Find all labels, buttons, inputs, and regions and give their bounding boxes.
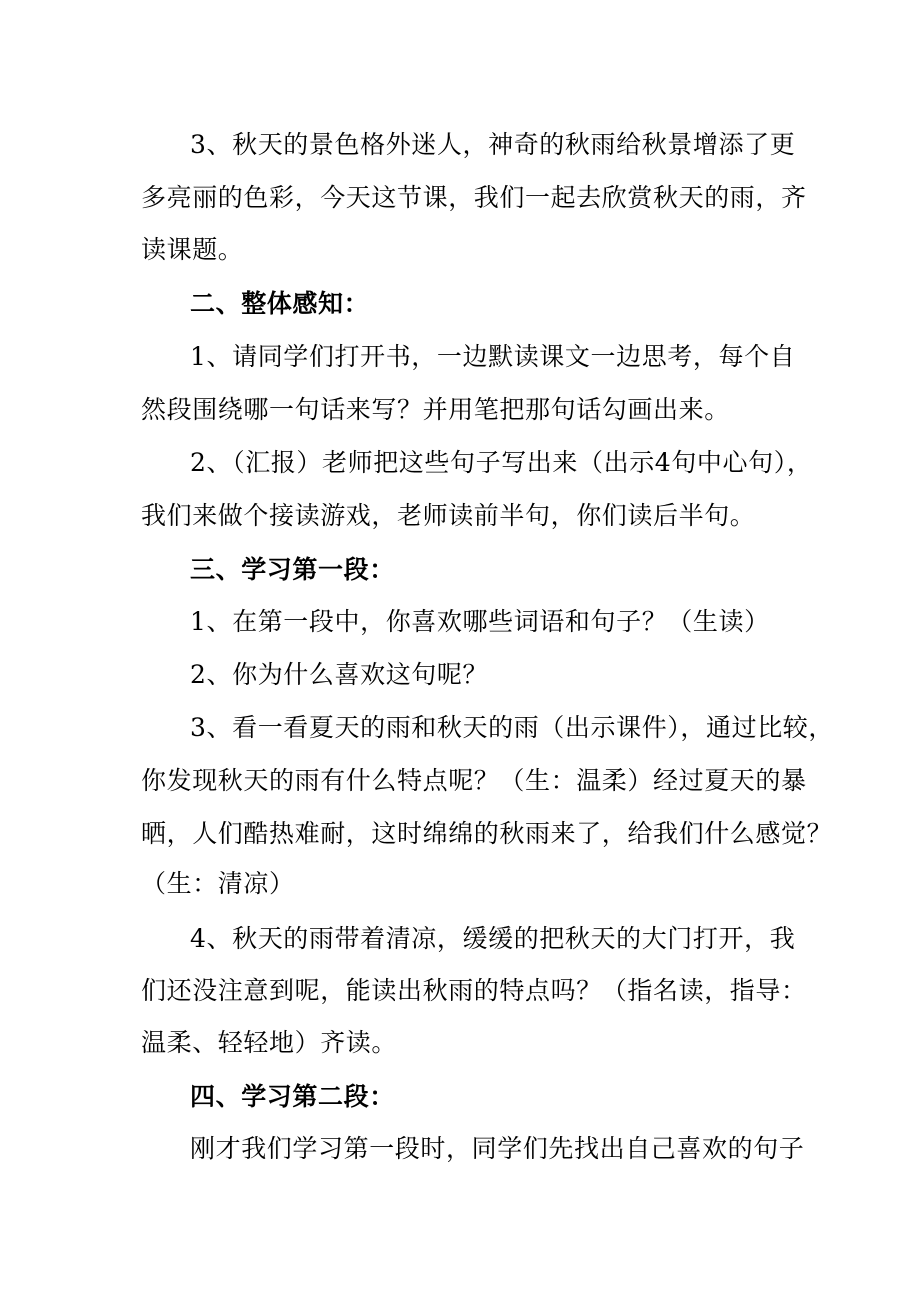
section-heading: 三、学习第一段： xyxy=(190,555,395,584)
paragraph-line: 你发现秋天的雨有什么特点呢？（生：温柔）经过夏天的暴 xyxy=(141,766,807,795)
paragraph-line: 刚才我们学习第一段时，同学们先找出自己喜欢的句子 xyxy=(190,1134,805,1163)
paragraph-line: 1、在第一段中，你喜欢哪些词语和句子？（生读） xyxy=(190,607,770,636)
paragraph-line: 4、秋天的雨带着清凉，缓缓的把秋天的大门打开，我 xyxy=(190,924,796,953)
paragraph-line: 晒，人们酷热难耐，这时绵绵的秋雨来了，给我们什么感觉？ xyxy=(141,819,833,848)
paragraph-line: 3、看一看夏天的雨和秋天的雨（出示课件），通过比较， xyxy=(190,713,835,742)
section-heading: 二、整体感知： xyxy=(190,289,370,318)
paragraph-line: 3、秋天的景色格外迷人，神奇的秋雨给秋景增添了更 xyxy=(190,130,796,159)
paragraph-line: 我们来做个接读游戏，老师读前半句，你们读后半句。 xyxy=(141,501,756,530)
paragraph-line: 多亮丽的色彩，今天这节课，我们一起去欣赏秋天的雨，齐 xyxy=(141,183,807,212)
paragraph-line: （生：清凉） xyxy=(141,869,295,898)
paragraph-line: 1、请同学们打开书，一边默读课文一边思考，每个自 xyxy=(190,342,796,371)
paragraph-line: 们还没注意到呢，能读出秋雨的特点吗？（指名读，指导： xyxy=(141,976,807,1005)
section-heading: 四、学习第二段： xyxy=(190,1082,395,1111)
paragraph-line: 2、（汇报）老师把这些句子写出来（出示4句中心句）， xyxy=(190,448,813,477)
paragraph-line: 读课题。 xyxy=(141,235,244,264)
paragraph-line: 然段围绕哪一句话来写？并用笔把那句话勾画出来。 xyxy=(141,395,730,424)
paragraph-line: 温柔、轻轻地）齐读。 xyxy=(141,1028,398,1057)
paragraph-line: 2、你为什么喜欢这句呢？ xyxy=(190,660,489,689)
